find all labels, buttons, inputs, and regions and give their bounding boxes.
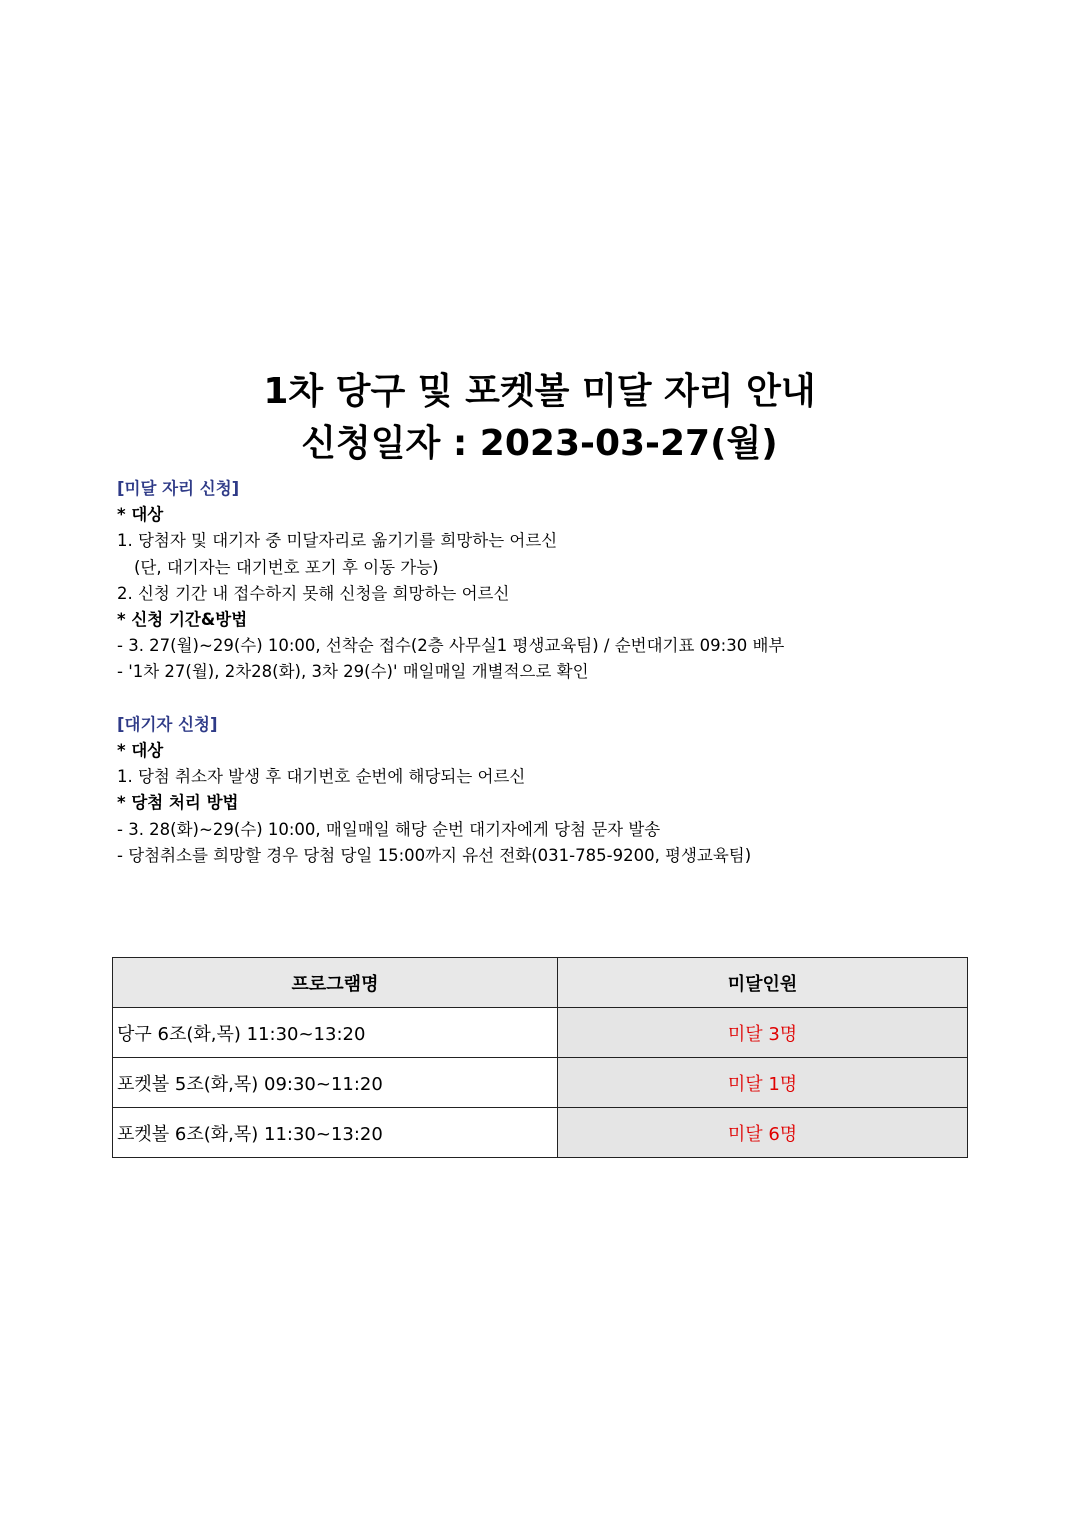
shortage-table — [112, 957, 968, 1158]
table-header-row — [113, 958, 968, 1008]
program-name-cell: 당구 6조(화,목) 11:30~13:20 — [113, 1008, 558, 1058]
table-row — [113, 1108, 968, 1158]
section-spacer — [117, 686, 1017, 712]
method-label: * 당첨 처리 방법 — [117, 793, 239, 813]
shortage-count-cell: 미달 1명 — [558, 1058, 968, 1108]
method-item: - 당첨취소를 희망할 경우 당첨 당일 15:00까지 유선 전화(031-785-9200, 평생교육팀) — [117, 845, 752, 865]
application-date: 신청일자 : 2023-03-27(월) — [301, 423, 778, 464]
column-header-program: 프로그램명 — [113, 958, 558, 1008]
notice-body — [117, 476, 1017, 869]
method-item: - 3. 27(월)~29(수) 10:00, 선착순 접수(2층 사무실1 평생교육팀) / 순번대기표 09:30 배부 — [117, 636, 785, 656]
table-row — [113, 1008, 968, 1058]
target-label: * 대상 — [117, 505, 164, 525]
shortage-count-cell: 미달 3명 — [558, 1008, 968, 1058]
method-item: - '1차 27(월), 2차28(화), 3차 29(수)' 매일매일 개별적으로 확인 — [117, 662, 589, 682]
target-item: 2. 신청 기간 내 접수하지 못해 신청을 희망하는 어르신 — [117, 583, 510, 603]
target-item: 1. 당첨자 및 대기자 중 미달자리로 옮기기를 희망하는 어르신 — [117, 531, 558, 551]
method-label: * 신청 기간&방법 — [117, 610, 248, 630]
page-title: 1차 당구 및 포켓볼 미달 자리 안내 — [263, 371, 816, 412]
target-label: * 대상 — [117, 741, 164, 761]
target-note: (단, 대기자는 대기번호 포기 후 이동 가능) — [134, 557, 439, 577]
shortage-count-cell: 미달 6명 — [558, 1108, 968, 1158]
program-name-cell: 포켓볼 6조(화,목) 11:30~13:20 — [113, 1108, 558, 1158]
method-item: - 3. 28(화)~29(수) 10:00, 매일매일 해당 순번 대기자에게 당첨 문자 발송 — [117, 819, 661, 839]
section-heading-shortage-application: [미달 자리 신청] — [117, 479, 240, 498]
column-header-shortage: 미달인원 — [558, 958, 968, 1008]
table-row — [113, 1058, 968, 1108]
target-item: 1. 당첨 취소자 발생 후 대기번호 순번에 해당되는 어르신 — [117, 767, 526, 787]
section-heading-waitlist-application: [대기자 신청] — [117, 714, 218, 734]
program-name-cell: 포켓볼 5조(화,목) 09:30~11:20 — [113, 1058, 558, 1108]
